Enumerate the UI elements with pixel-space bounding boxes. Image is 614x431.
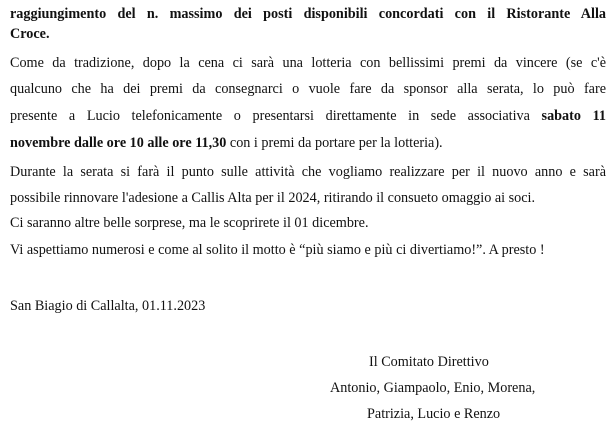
paragraph-1-line-1: raggiungimento del n. massimo dei posti disponibili concordati con il Ristorante Alla (10, 6, 606, 22)
paragraph-2-line-3-date: sabato 11 (541, 108, 607, 124)
paragraph-2-line-4-text: con i premi da portare per la lotteria). (226, 135, 443, 151)
signature-names-line-2: Patrizia, Lucio e Renzo (367, 406, 501, 422)
signature-names-line-1: Antonio, Giampaolo, Enio, Morena, (330, 380, 536, 396)
paragraph-3-line-1: Durante la serata si farà il punto sulle attività che vogliamo realizzare per il nuovo anno e sarà (10, 164, 606, 180)
paragraph-5: Vi aspettiamo numerosi e come al solito il motto è “più siamo e più ci divertiamo!”. A presto ! (10, 242, 545, 258)
paragraph-1-line-2: Croce. (10, 26, 50, 42)
paragraph-2-line-4-time: novembre dalle ore 10 alle ore 11,30 (10, 135, 227, 151)
paragraph-2-line-3-text: presente a Lucio telefonicamente o presentarsi direttamente in sede associativa (10, 108, 530, 124)
paragraph-4: Ci saranno altre belle sorprese, ma le scoprirete il 01 dicembre. (10, 215, 369, 231)
paragraph-2-line-2: qualcuno che ha dei premi da consegnarci o vuole fare da sponsor alla serata, lo può fare (10, 81, 606, 97)
signature-committee: Il Comitato Direttivo (369, 354, 489, 370)
place-date: San Biagio di Callalta, 01.11.2023 (10, 298, 206, 314)
paragraph-3-line-2: possibile rinnovare l'adesione a Callis Alta per il 2024, ritirando il consueto omaggio ai soci. (10, 190, 536, 206)
paragraph-2-line-3 (10, 106, 606, 126)
paragraph-2-line-4 (10, 133, 443, 153)
paragraph-2-line-1: Come da tradizione, dopo la cena ci sarà una lotteria con bellissimi premi da vincere (se c'è (10, 55, 606, 71)
